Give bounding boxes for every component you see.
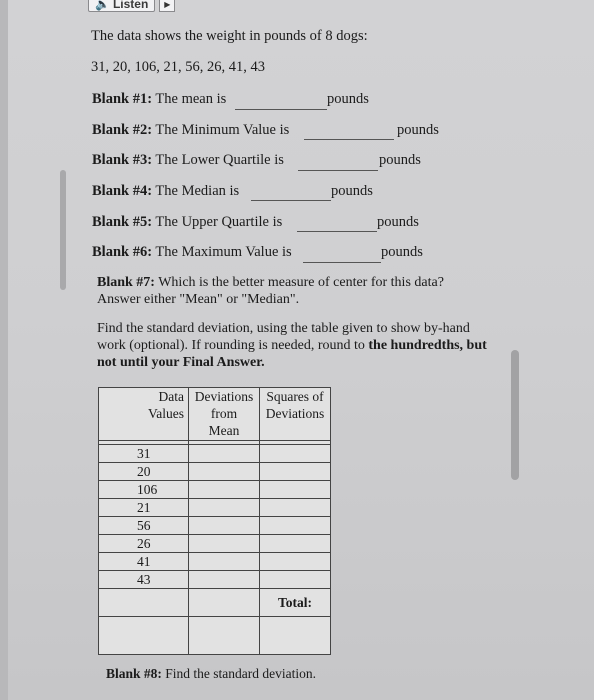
data-values: 31, 20, 106, 21, 56, 26, 41, 43 — [91, 59, 265, 75]
deviation-cell[interactable] — [189, 571, 260, 589]
blank3-label: Blank #3: — [92, 152, 153, 168]
table-cell-value: 41 — [99, 553, 189, 571]
deviation-cell[interactable] — [189, 517, 260, 535]
col2-line1: Deviations — [194, 389, 254, 404]
deviation-cell[interactable] — [189, 481, 260, 499]
table-cell-value: 31 — [99, 445, 189, 463]
blank6-label: Blank #6: — [92, 244, 153, 260]
blank8-label: Blank #8: — [106, 666, 162, 681]
blank2-row — [92, 122, 289, 139]
blank1-unit: pounds — [327, 91, 369, 107]
blank7-line2: Answer either "Mean" or "Median". — [97, 292, 300, 307]
blank1-row — [92, 91, 226, 108]
deviation-cell[interactable] — [189, 445, 260, 463]
blank7-line1: Which is the better measure of center for this data? — [158, 275, 444, 290]
blank4-unit: pounds — [331, 183, 373, 199]
blank7-question — [97, 274, 444, 308]
col2-line2: from — [210, 406, 238, 421]
table-cell-value: 56 — [99, 517, 189, 535]
blank3-text: The Lower Quartile is — [155, 152, 284, 168]
square-cell[interactable] — [260, 499, 331, 517]
blank2-unit: pounds — [397, 122, 439, 138]
blank4-label: Blank #4: — [92, 183, 153, 199]
instructions-bold-1: the hundredths, but — [368, 338, 487, 353]
col1-line2: Values — [148, 406, 184, 421]
col1-line1: Data — [158, 389, 184, 404]
table-cell-value: 26 — [99, 535, 189, 553]
blank6-unit: pounds — [381, 244, 423, 260]
col-header-deviations — [189, 388, 260, 441]
blank1-label: Blank #1: — [92, 91, 153, 107]
deviation-cell[interactable] — [189, 463, 260, 481]
blank8-row — [106, 666, 316, 682]
play-icon: ▶ — [164, 0, 171, 9]
blank4-input[interactable] — [251, 199, 331, 201]
blank5-text: The Upper Quartile is — [155, 214, 283, 230]
sd-instructions — [97, 320, 487, 371]
instructions-line1: Find the standard deviation, using the table given to show by-hand — [97, 321, 470, 336]
intro-text: The data shows the weight in pounds of 8 dogs: — [91, 28, 368, 44]
total-cell[interactable] — [260, 617, 331, 655]
listen-label: Listen — [112, 0, 149, 11]
square-cell[interactable] — [260, 553, 331, 571]
square-cell[interactable] — [260, 517, 331, 535]
blank2-text: The Minimum Value is — [155, 122, 290, 138]
blank2-input[interactable] — [304, 138, 394, 140]
blank4-text: The Median is — [155, 183, 240, 199]
blank5-input[interactable] — [297, 230, 377, 232]
blank3-row — [92, 152, 284, 169]
col-header-data-values — [99, 388, 189, 441]
instructions-bold-2: not until your Final Answer. — [97, 355, 265, 370]
table-cell-value: 20 — [99, 463, 189, 481]
square-cell[interactable] — [260, 571, 331, 589]
blank5-unit: pounds — [377, 214, 419, 230]
square-cell[interactable] — [260, 445, 331, 463]
table-cell-value: 106 — [99, 481, 189, 499]
col3-line2: Deviations — [265, 406, 325, 421]
blank3-input[interactable] — [298, 169, 378, 171]
left-edge — [0, 0, 8, 700]
listen-button[interactable] — [88, 0, 155, 12]
speaker-icon: 🔈 — [95, 0, 110, 11]
square-cell[interactable] — [260, 535, 331, 553]
blank6-input[interactable] — [303, 261, 381, 263]
blank5-label: Blank #5: — [92, 214, 153, 230]
deviation-cell[interactable] — [189, 553, 260, 571]
blank2-label: Blank #2: — [92, 122, 153, 138]
blank3-unit: pounds — [379, 152, 421, 168]
table-cell-value: 21 — [99, 499, 189, 517]
blank7-label: Blank #7: — [97, 275, 155, 290]
blank5-row — [92, 214, 282, 231]
left-scrollbar[interactable] — [60, 170, 66, 290]
table-cell-value: 43 — [99, 571, 189, 589]
col2-line3: Mean — [208, 423, 240, 438]
blank6-text: The Maximum Value is — [155, 244, 292, 260]
blank4-row — [92, 183, 239, 200]
right-scrollbar[interactable] — [511, 350, 519, 480]
play-button[interactable] — [159, 0, 175, 12]
total-label: Total: — [260, 589, 331, 617]
blank6-row — [92, 244, 292, 261]
deviation-table — [98, 387, 331, 655]
deviation-cell[interactable] — [189, 499, 260, 517]
instructions-line2: work (optional). If rounding is needed, round to — [97, 338, 369, 353]
blank8-text: Find the standard deviation. — [165, 666, 317, 681]
listen-toolbar — [88, 0, 175, 12]
square-cell[interactable] — [260, 481, 331, 499]
deviation-cell[interactable] — [189, 535, 260, 553]
blank1-text: The mean is — [155, 91, 227, 107]
col-header-squares — [260, 388, 331, 441]
blank1-input[interactable] — [235, 108, 327, 110]
square-cell[interactable] — [260, 463, 331, 481]
col3-line1: Squares of — [266, 389, 324, 404]
